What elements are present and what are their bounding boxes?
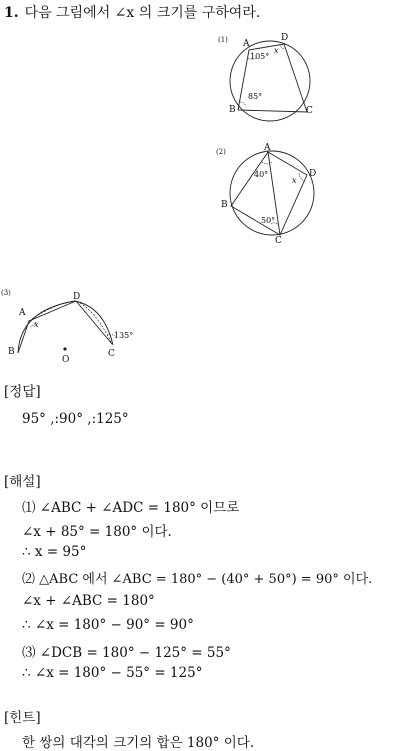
fig2-point-d: D [309,169,317,179]
solution-line-1: ⑴ ∠ABC + ∠ADC = 180° 이므로 [22,500,240,516]
fig2-angle-a: 40° [254,170,269,179]
fig3-point-c: C [108,349,115,359]
fig3-angle-c: 135° [114,331,134,340]
fig1-point-c: C [306,106,313,116]
solution-header: [해설] [4,474,41,490]
figure-1-label: (1) [218,36,228,44]
solution-line-3: ∴ x = 95° [22,544,87,560]
fig2-point-c: C [275,236,282,246]
fig3-point-a: A [19,308,26,318]
question [4,2,260,22]
solution-line-8: ∴ ∠x = 180° − 55° = 125° [22,665,203,681]
hint-text: 한 쌍의 대각의 크기의 합은 180° 이다. [22,735,255,751]
figure-2 [216,140,326,250]
fig2-x: x [292,176,297,185]
solution-line-6: ∴ ∠x = 180° − 90° = 90° [22,617,194,633]
fig3-point-o: O [62,355,70,365]
fig1-point-a: A [243,39,250,49]
question-text: 다음 그림에서 ∠x 의 크기를 구하여라. [24,5,261,21]
figure-3-label: (3) [1,289,11,297]
question-number: 1. [4,5,19,21]
figure-2-label: (2) [216,148,226,156]
fig3-x: x [34,320,39,329]
fig1-x: x [274,46,279,55]
solution-line-4: ⑵ △ABC 에서 ∠ABC = 180° − (40° + 50°) = 90° 이다. [22,572,373,587]
figure-2-drawing [216,140,326,250]
figure-3-drawing [0,285,140,370]
fig2-angle-c: 50° [261,216,276,225]
fig1-point-b: B [229,105,236,115]
fig1-point-d: D [281,33,289,43]
fig1-angle-a: 105° [250,52,270,61]
solution-line-5: ∠x + ∠ABC = 180° [22,593,155,609]
fig1-angle-b: 85° [248,92,263,101]
fig3-point-d: D [73,292,81,302]
answer-header: [정답] [4,384,41,400]
fig3-point-b: B [8,347,15,357]
solution-line-2: ∠x + 85° = 180° 이다. [22,524,172,540]
fig2-point-a: A [264,143,271,153]
figure-1 [218,34,318,126]
hint-header: [힌트] [4,710,41,726]
solution-line-7: ⑶ ∠DCB = 180° − 125° = 55° [22,645,231,661]
fig2-point-b: B [221,200,228,210]
figure-3 [0,285,140,370]
answer-text: 95° ,:90° ,:125° [22,411,129,427]
